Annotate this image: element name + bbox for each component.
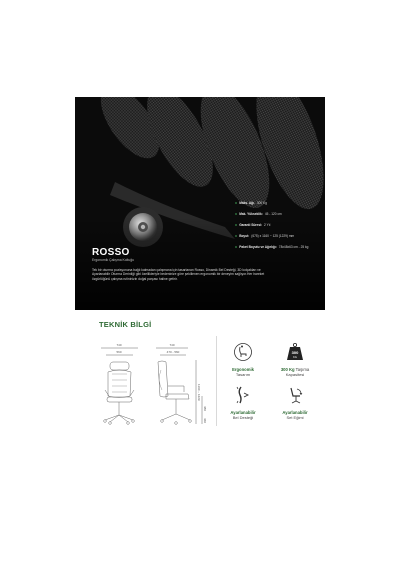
- spec-warranty: Garanti Süresi: 2 Yıl: [235, 223, 270, 227]
- product-description: Tek bir oturma pozisyonuna bağlı kalmadan çalışmana için tasarlanan Rosso, Dinamik Bel Desteği, 3D kolçakları ve Ayarlanabilir Oturma Derinliği gibi özellikleriyle bedeninize göre şekillenen ergonomik bir deneyim sağlıyor.Her hareket özgürlüğünü çalışma rutininizin doğal parçası haline getirir.: [92, 268, 265, 281]
- dim-height-lower: 460: [203, 418, 207, 424]
- dim-height-total: 1160 ~ 1229: [197, 384, 201, 401]
- svg-text:300: 300: [291, 350, 299, 355]
- dim-front-width: 740: [116, 343, 122, 347]
- bullet-icon: [235, 224, 237, 226]
- product-name: ROSSO: [92, 247, 130, 258]
- spec-max-height: Mak. Yükseklik: 45 - 120 cm: [235, 212, 282, 216]
- weight-300kg-icon: [285, 342, 305, 362]
- dim-height-seat: 480: [203, 406, 207, 412]
- feature-adjustable-lumbar: Ayarlanabilir Bel Desteği: [218, 385, 268, 420]
- spec-max-load: Maks. Ağı. 300 Kg: [235, 201, 267, 205]
- lumbar-support-icon: [233, 385, 253, 405]
- feature-ergonomic-design: Ergonomik Tasarım: [218, 342, 268, 377]
- section-title: TEKNİK BİLGİ: [99, 320, 152, 329]
- spec-package: Paket Boyutu ve Ağırlığı: 78x48x63 cm - 25 kg: [235, 245, 308, 249]
- bullet-icon: [235, 202, 237, 204]
- svg-text:KG: KG: [293, 356, 297, 359]
- ergonomic-chair-icon: [233, 342, 253, 362]
- bullet-icon: [235, 246, 237, 248]
- dim-front-inner: 560: [116, 350, 122, 354]
- section-divider: [216, 336, 217, 426]
- dim-side-width: 740: [169, 343, 175, 347]
- bullet-icon: [235, 213, 237, 215]
- feature-adjustable-tilt: Ayarlanabilir Set Eğimi: [270, 385, 320, 420]
- tilt-adjust-icon: [285, 385, 305, 405]
- feature-load-capacity: 300 KG 300 Kg Taşıma Kapasitesi: [270, 342, 320, 377]
- dim-side-inner: 470 - 560: [166, 350, 180, 354]
- spec-size: Boyut: (675) x 1160 ~ 125 (1229) mm: [235, 234, 294, 238]
- bullet-icon: [235, 235, 237, 237]
- product-subtitle: Ergonomik Çalışma Koltuğu: [92, 258, 135, 262]
- chair-technical-drawing: [96, 340, 211, 430]
